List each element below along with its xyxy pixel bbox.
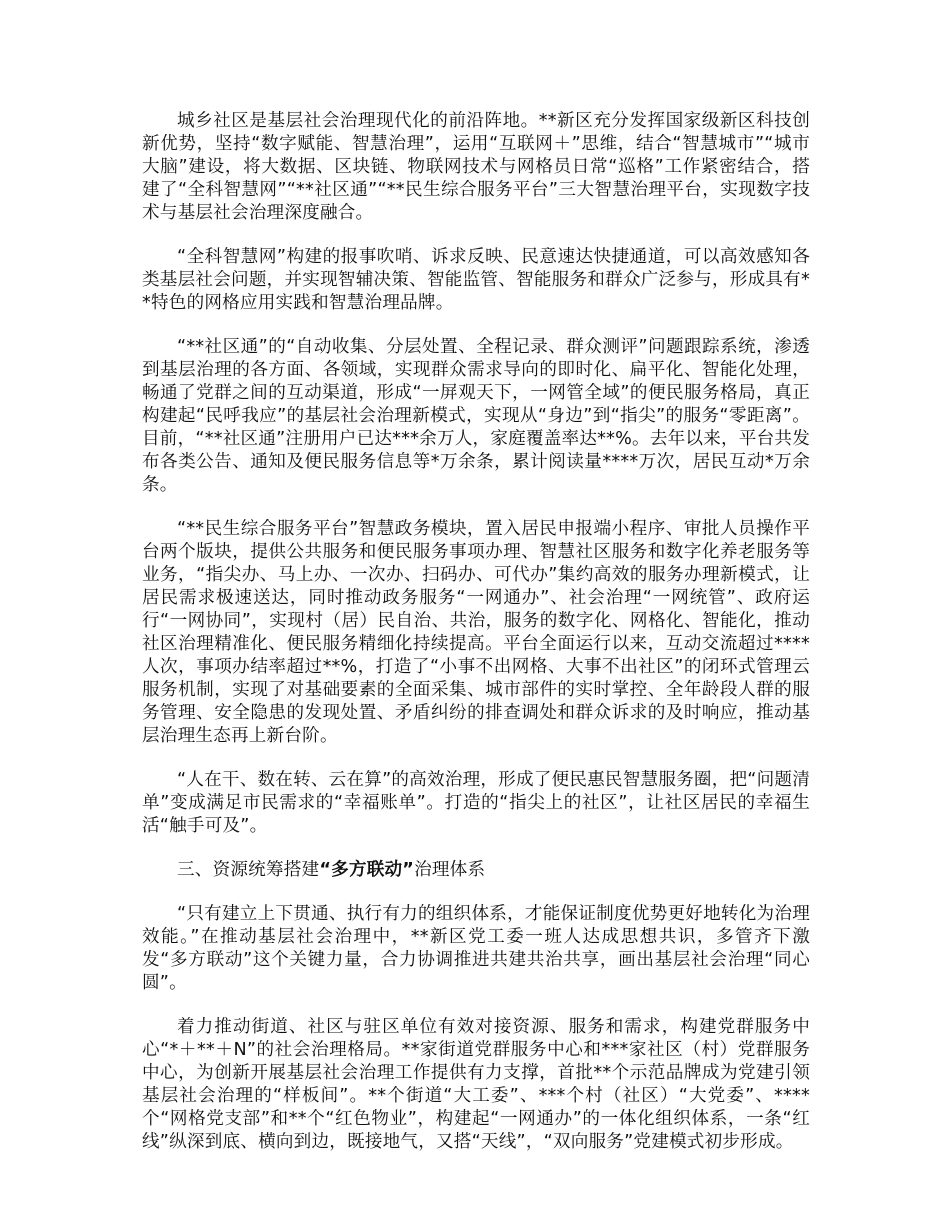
paragraph-smart-community-intro: 城乡社区是基层社会治理现代化的前沿阵地。**新区充分发挥国家级新区科技创新优势，坚持“数字赋能、智慧治理”，运用“互联网＋”思维，结合“智慧城市”“城市大脑”建设，将大数据、区块链、物联网技术与网格员日常“巡格”工作紧密结合，搭建了“全科智慧网”“**社区通”“**民生综合服务平台”三大智慧治理平台，实现数字技术与基层社会治理深度融合。	[142, 111, 810, 223]
heading-prefix: 三、资源统筹搭建	[177, 860, 320, 880]
paragraph-smart-grid: “全科智慧网”构建的报事吹哨、诉求反映、民意速达快捷通道，可以高效感知各类基层社会问题，并实现智辅决策、智能监管、智能服务和群众广泛参与，形成具有**特色的网格应用实践和智慧治理品牌。	[142, 247, 810, 313]
document-page	[142, 110, 810, 1175]
paragraph-efficient-governance: “人在干、数在转、云在算”的高效治理，形成了便民惠民智慧服务圈，把“问题清单”变成满足市民需求的“幸福账单”。打造的“指尖上的社区”，让社区居民的幸福生活“触手可及”。	[142, 770, 810, 836]
paragraph-organization-system: “只有建立上下贯通、执行有力的组织体系，才能保证制度优势更好地转化为治理效能。”在推动基层社会治理中，**新区党工委一班人达成思想共识，多管齐下激发“多方联动”这个关键力量，合力协调推进共建共治共享，画出基层社会治理“同心圆”。	[142, 904, 810, 993]
section-heading	[142, 859, 810, 882]
paragraph-party-service-center: 着力推动街道、社区与驻区单位有效对接资源、服务和需求，构建党群服务中心“*＋**＋N”的社会治理格局。**家街道党群服务中心和***家社区（村）党群服务中心，为创新开展基层社会治理工作提供有力支撑，首批**个示范品牌成为党建引领基层社会治理的“样板间”。**个街道“大工委”、***个村（社区）“大党委”、****个“网格党支部”和**个“红色物业”，构建起“一网通办”的一体化组织体系，一条“红线”纵深到底、横向到边，既接地气，又搭“天线”，“双向服务”党建模式初步形成。	[142, 1017, 810, 1152]
paragraph-community-app: “**社区通”的“自动收集、分层处置、全程记录、群众测评”问题跟踪系统，渗透到基层治理的各方面、各领域，实现群众需求导向的即时化、扁平化、智能化处理，畅通了党群之间的互动渠道，形成“一屏观天下，一网管全域”的便民服务格局，真正构建起“民呼我应”的基层社会治理新模式，实现从“身边”到“指尖”的服务“零距离”。目前，“**社区通”注册用户已达***余万人，家庭覆盖率达**%。去年以来，平台共发布各类公告、通知及便民服务信息等*万余条，累计阅读量****万次，居民互动*万余条。	[142, 337, 810, 495]
heading-highlight: “多方联动”	[319, 860, 415, 880]
heading-suffix: 治理体系	[414, 860, 486, 880]
paragraph-service-platform: “**民生综合服务平台”智慧政务模块，置入居民申报端小程序、审批人员操作平台两个版块，提供公共服务和便民服务事项办理、智慧社区服务和数字化养老服务等业务，“指尖办、马上办、一次办、扫码办、可代办”集约高效的服务办理新模式，让居民需求极速送达，同时推动政务服务“一网通办”、社会治理“一网统管”、政府运行“一网协同”，实现村（居）民自治、共治，服务的数字化、网格化、智能化，推动社区治理精准化、便民服务精细化持续提高。平台全面运行以来，互动交流超过****人次，事项办结率超过**%，打造了“小事不出网格、大事不出社区”的闭环式管理云服务机制，实现了对基础要素的全面采集、城市部件的实时掌控、全年龄段人群的服务管理、安全隐患的发现处置、矛盾纠纷的排查调处和群众诉求的及时响应，推动基层治理生态再上新台阶。	[142, 519, 810, 746]
